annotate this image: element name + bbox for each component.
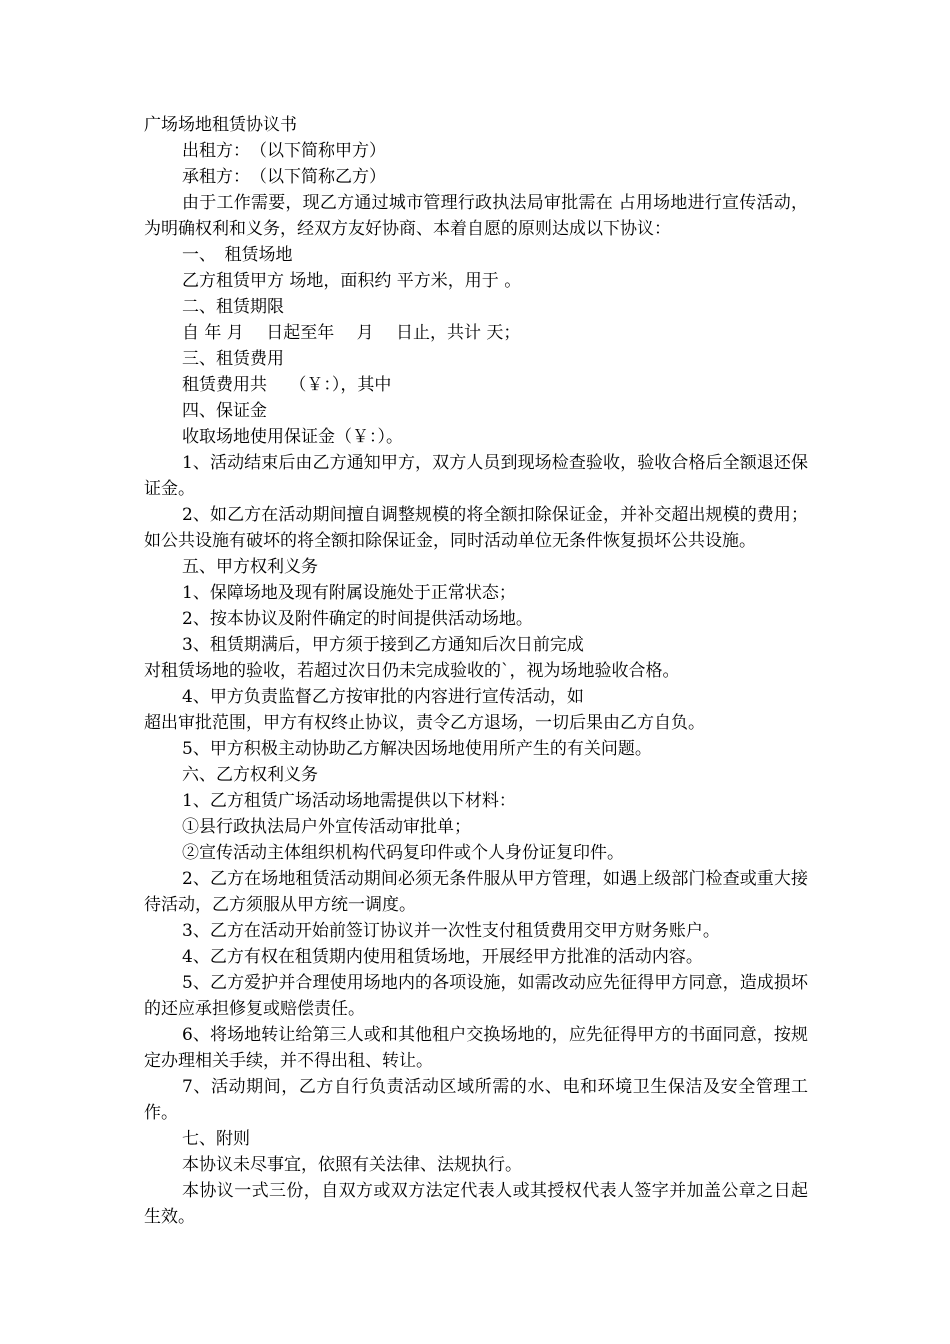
- section-1-body: 乙方租赁甲方 场地，面积约 平方米，用于 。: [182, 271, 522, 291]
- document-title: 广场场地租赁协议书: [144, 115, 297, 135]
- section-6-item-3: 3、乙方在活动开始前签订协议并一次性支付租赁费用交甲方财务账户。: [182, 921, 720, 941]
- section-6-item-1-b: ②宣传活动主体组织机构代码复印件或个人身份证复印件。: [182, 843, 624, 863]
- section-heading-4: 四、保证金: [182, 401, 267, 421]
- section-heading-2: 二、租赁期限: [182, 297, 284, 317]
- section-6-item-7: 7、活动期间，乙方自行负责活动区域所需的水、电和环境卫生保洁及安全管理工作。: [144, 1077, 808, 1123]
- section-heading-3: 三、租赁费用: [182, 349, 284, 369]
- section-2-body: 自 年 月 日起至年 月 日止，共计 天；: [182, 323, 521, 343]
- lessee-line: 承租方： （以下简称乙方）: [182, 167, 386, 187]
- section-5-item-4: 4、甲方负责监督乙方按审批的内容进行宣传活动，如: [182, 687, 584, 707]
- preamble-paragraph: 由于工作需要，现乙方通过城市管理行政执法局审批需在 占用场地进行宣传活动，为明确权利和义务，经双方友好协商、本着自愿的原则达成以下协议：: [144, 193, 808, 239]
- section-6-item-5: 5、乙方爱护并合理使用场地内的各项设施，如需改动应先征得甲方同意，造成损坏的还应承担修复或赔偿责任。: [144, 973, 808, 1019]
- section-5-item-3: 3、租赁期满后，甲方须于接到乙方通知后次日前完成: [182, 635, 584, 655]
- section-6-item-1-a: ①县行政执法局户外宣传活动审批单；: [182, 817, 471, 837]
- section-5-item-4-cont: 超出审批范围，甲方有权终止协议，责令乙方退场，一切后果由乙方自负。: [144, 713, 705, 733]
- section-4-body: 收取场地使用保证金（￥：）。: [182, 427, 403, 447]
- section-4-item-2: 2、如乙方在活动期间擅自调整规模的将全额扣除保证金，并补交超出规模的费用；如公共设施有破坏的将全额扣除保证金，同时活动单位无条件恢复损坏公共设施。: [144, 505, 808, 551]
- section-heading-1: 一、 租赁场地: [182, 245, 293, 265]
- section-5-item-3-cont: 对租赁场地的验收，若超过次日仍未完成验收的`，视为场地验收合格。: [144, 661, 680, 681]
- section-7-body-2: 本协议一式三份，自双方或双方法定代表人或其授权代表人签字并加盖公章之日起生效。: [144, 1181, 808, 1227]
- section-6-item-6: 6、将场地转让给第三人或和其他租户交换场地的，应先征得甲方的书面同意，按规定办理相关手续，并不得出租、转让。: [144, 1025, 808, 1071]
- section-7-body-1: 本协议未尽事宜，依照有关法律、法规执行。: [182, 1155, 522, 1175]
- section-3-body: 租赁费用共 （￥：），其中: [182, 375, 392, 395]
- document-page: [144, 112, 808, 1230]
- section-heading-6: 六、乙方权利义务: [182, 765, 318, 785]
- section-6-item-2: 2、乙方在场地租赁活动期间必须无条件服从甲方管理，如遇上级部门检查或重大接待活动，乙方须服从甲方统一调度。: [144, 869, 808, 915]
- section-heading-7: 七、附则: [182, 1129, 250, 1149]
- section-5-item-1: 1、保障场地及现有附属设施处于正常状态；: [182, 583, 516, 603]
- section-5-item-2: 2、按本协议及附件确定的时间提供活动场地。: [182, 609, 533, 629]
- section-6-item-1: 1、乙方租赁广场活动场地需提供以下材料：: [182, 791, 516, 811]
- section-4-item-1: 1、活动结束后由乙方通知甲方，双方人员到现场检查验收，验收合格后全额退还保证金。: [144, 453, 808, 499]
- section-5-item-5: 5、甲方积极主动协助乙方解决因场地使用所产生的有关问题。: [182, 739, 652, 759]
- section-6-item-4: 4、乙方有权在租赁期内使用租赁场地，开展经甲方批准的活动内容。: [182, 947, 703, 967]
- section-heading-5: 五、甲方权利义务: [182, 557, 318, 577]
- lessor-line: 出租方： （以下简称甲方）: [182, 141, 386, 161]
